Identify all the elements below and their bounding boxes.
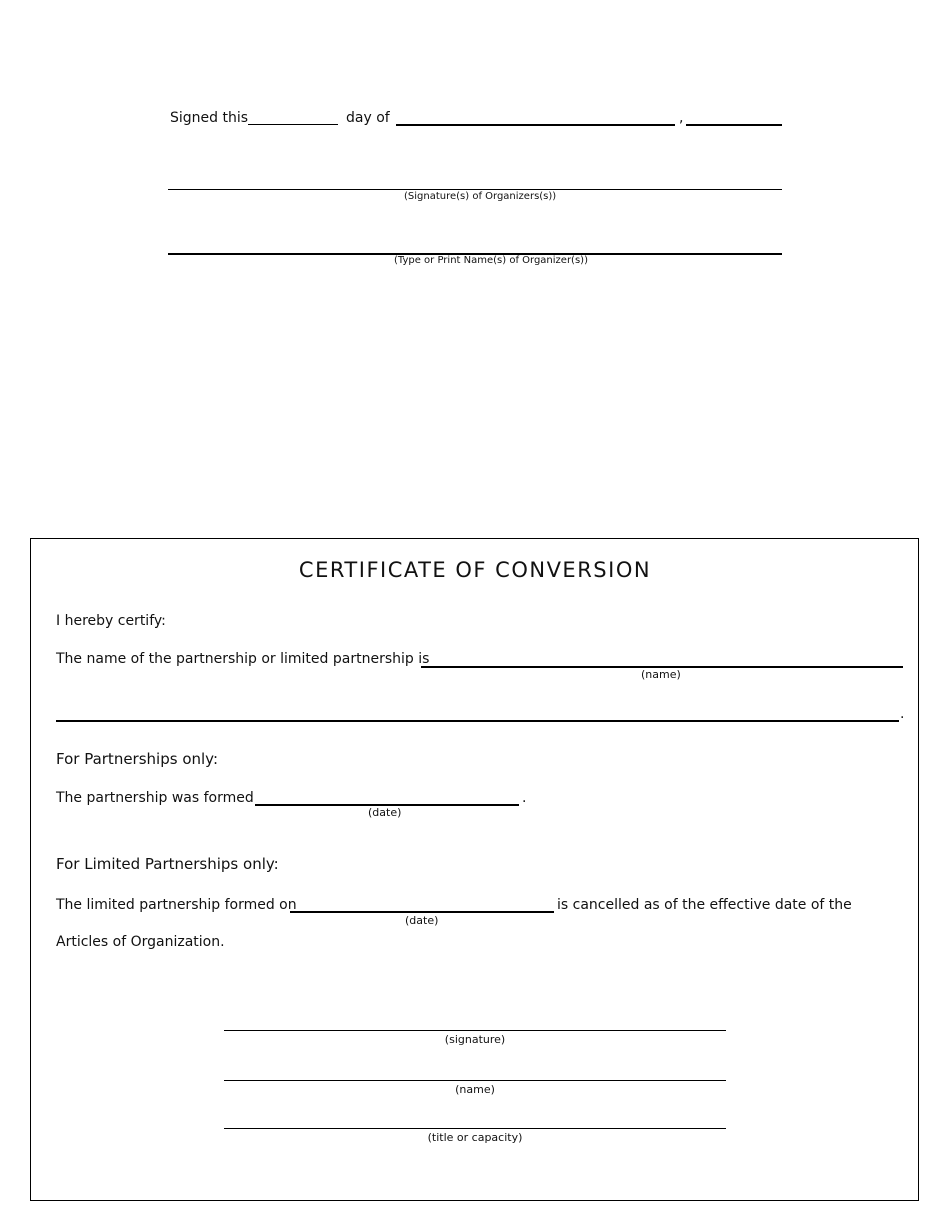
limited-formed-label: The limited partnership formed on xyxy=(56,897,297,913)
partnership-formed-label: The partnership was formed xyxy=(56,790,254,806)
certificate-title-capacity-field[interactable] xyxy=(224,1110,726,1129)
signature-caption: (signature) xyxy=(444,1033,506,1046)
partnerships-only-heading: For Partnerships only: xyxy=(56,750,219,768)
day-of-label: day of xyxy=(346,110,390,126)
name-period: . xyxy=(900,706,905,722)
organizer-signature-field[interactable] xyxy=(168,171,782,190)
title-capacity-caption: (title or capacity) xyxy=(427,1131,523,1144)
partnership-formed-period: . xyxy=(522,790,527,806)
certificate-signature-field[interactable] xyxy=(224,1012,726,1031)
organizer-print-name-caption: (Type or Print Name(s) of Organizer(s)) xyxy=(394,255,588,266)
signed-year-field[interactable] xyxy=(686,106,782,126)
signed-this-label: Signed this xyxy=(170,110,249,126)
organizer-signature-caption: (Signature(s) of Organizers(s)) xyxy=(404,191,557,202)
signed-day-field[interactable] xyxy=(248,106,338,125)
partnership-name-label: The name of the partnership or limited partnership is xyxy=(56,651,430,667)
limited-formed-date-field[interactable] xyxy=(290,893,554,913)
articles-of-organization-label: Articles of Organization. xyxy=(56,934,225,950)
signed-month-field[interactable] xyxy=(396,106,675,126)
partnership-name-continued-field[interactable] xyxy=(56,702,899,722)
organizer-print-name-field[interactable] xyxy=(168,235,782,255)
partnership-formed-date-field[interactable] xyxy=(255,786,519,806)
certificate-signer-name-field[interactable] xyxy=(224,1062,726,1081)
certificate-title: CERTIFICATE OF CONVERSION xyxy=(298,558,652,582)
limited-cancelled-label: is cancelled as of the effective date of the xyxy=(557,897,852,913)
limited-date-caption: (date) xyxy=(405,914,439,927)
partnership-date-caption: (date) xyxy=(368,806,402,819)
partnership-name-field[interactable] xyxy=(421,648,903,668)
limited-partnerships-only-heading: For Limited Partnerships only: xyxy=(56,855,279,873)
signer-name-caption: (name) xyxy=(455,1083,495,1096)
name-caption: (name) xyxy=(641,668,681,681)
certify-label: I hereby certify: xyxy=(56,613,166,629)
comma-separator: , xyxy=(679,110,684,126)
